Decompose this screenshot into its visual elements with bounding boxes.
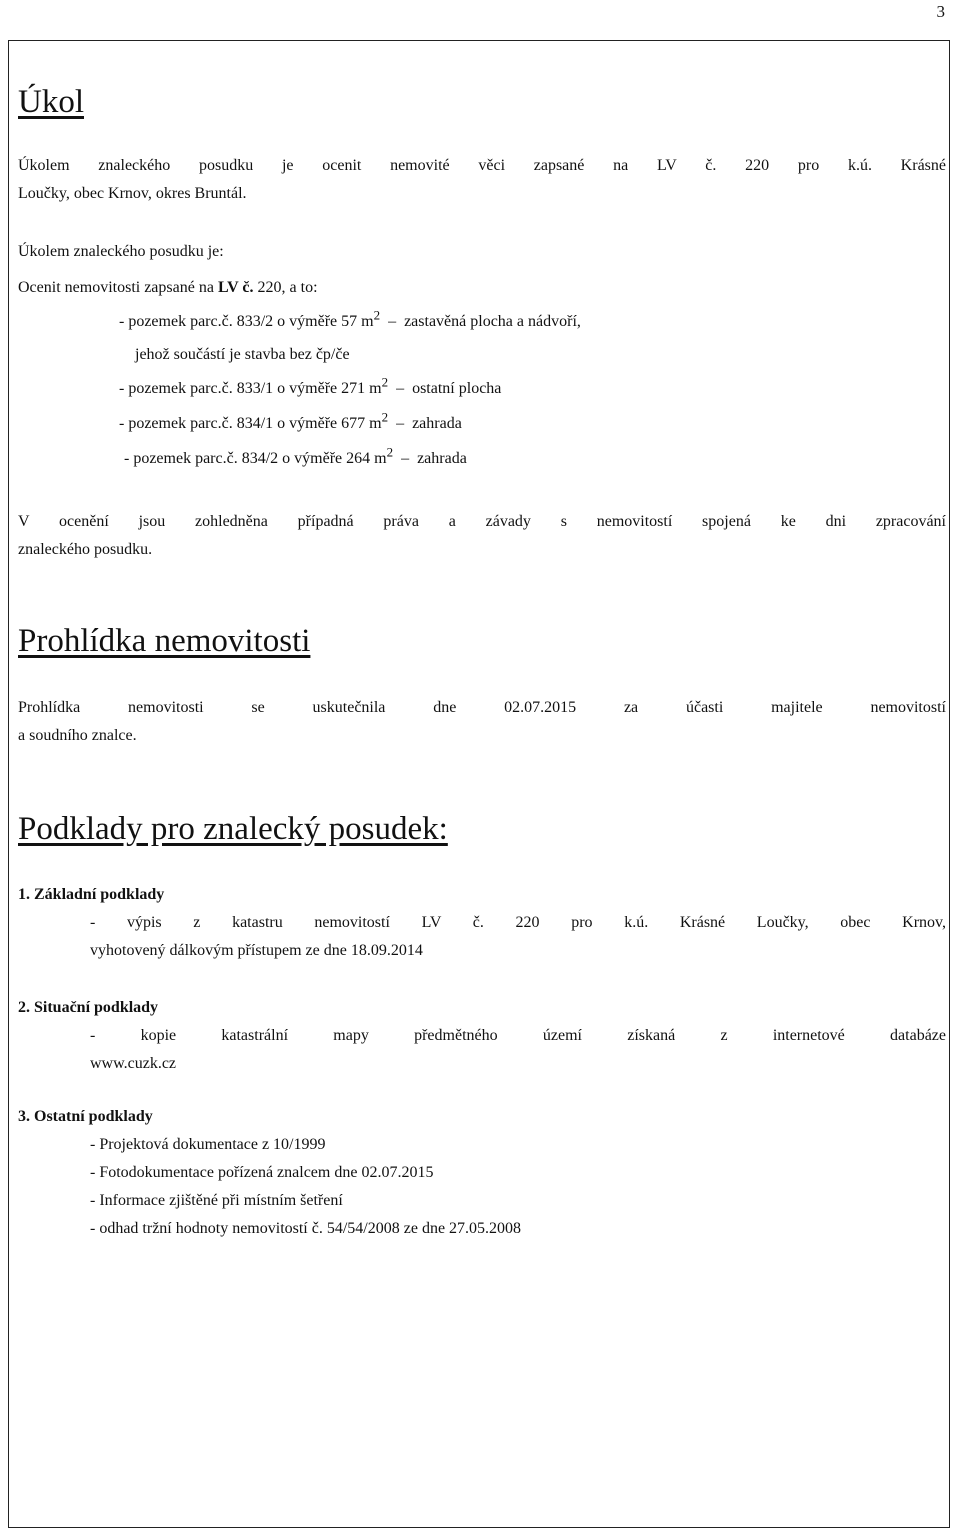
parcel-superscript: 2 <box>381 409 389 425</box>
parcel-text: - pozemek parc.č. 833/1 o výměře 271 m <box>119 380 382 397</box>
group-1-line-2: vyhotovený dálkovým přístupem ze dne 18.09.2014 <box>90 942 423 959</box>
group-1-line-1: - výpis z katastru nemovitostí LV č. 220 pro k.ú. Krásné Loučky, obec Krnov, <box>90 914 946 931</box>
heading-prohlidka: Prohlídka nemovitosti <box>18 623 311 659</box>
parcel-usage: ostatní plocha <box>412 380 502 397</box>
task-line-post: 220, a to: <box>253 279 318 296</box>
intro-line-2: Loučky, obec Krnov, okres Bruntál. <box>18 185 247 202</box>
inspection-line-1: Prohlídka nemovitosti se uskutečnila dne 02.07.2015 za účasti majitele nemovitostí <box>18 699 946 716</box>
task-line-bold: LV č. <box>217 279 254 296</box>
group-title-text: 2. Situační podklady <box>18 999 159 1016</box>
task-line-pre: Ocenit nemovitosti zapsané na <box>18 279 218 296</box>
valuation-line-1: V ocenění jsou zohledněna případná práva a závady s nemovitostí spojená ke dni zpracování <box>18 513 946 530</box>
heading-ukol: Úkol <box>18 84 84 120</box>
page-frame <box>8 40 950 1528</box>
parcel-item <box>119 409 462 433</box>
page-number: 3 <box>936 2 945 21</box>
parcel-dash: – <box>388 313 397 330</box>
parcel-usage: zastavěná plocha a nádvoří, <box>404 313 581 330</box>
group-title-1 <box>18 886 164 904</box>
group-title-2 <box>18 999 158 1017</box>
parcel-superscript: 2 <box>373 307 381 323</box>
parcel-item <box>119 374 502 398</box>
parcel-dash: – <box>396 380 405 397</box>
list-item: - Projektová dokumentace z 10/1999 <box>90 1136 326 1153</box>
group-title-text: 3. Ostatní podklady <box>18 1108 153 1125</box>
parcel-superscript: 2 <box>381 374 389 390</box>
parcel-dash: – <box>396 415 405 432</box>
parcel-superscript: 2 <box>386 444 394 460</box>
inspection-line-2: a soudního znalce. <box>18 727 137 744</box>
parcel-item <box>119 307 581 331</box>
parcel-text: - pozemek parc.č. 834/2 o výměře 264 m <box>124 450 387 467</box>
valuation-line-2: znaleckého posudku. <box>18 541 153 558</box>
parcel-usage: zahrada <box>412 415 462 432</box>
group-2-line-2: www.cuzk.cz <box>90 1055 177 1072</box>
parcel-text: - pozemek parc.č. 833/2 o výměře 57 m <box>119 313 374 330</box>
parcel-usage: zahrada <box>417 450 467 467</box>
parcel-text: - pozemek parc.č. 834/1 o výměře 677 m <box>119 415 382 432</box>
task-line <box>18 279 318 297</box>
list-item: - Fotodokumentace pořízená znalcem dne 02.07.2015 <box>90 1164 434 1181</box>
intro-line-1: Úkolem znaleckého posudku je ocenit nemovité věci zapsané na LV č. 220 pro k.ú. Krásné <box>18 157 946 174</box>
heading-podklady: Podklady pro znalecký posudek: <box>18 811 448 847</box>
parcel-item <box>124 444 467 468</box>
group-2-line-1: - kopie katastrální mapy předmětného území získaná z internetové databáze <box>90 1027 946 1044</box>
parcel-text: jehož součástí je stavba bez čp/če <box>135 346 350 363</box>
list-item: - odhad tržní hodnoty nemovitostí č. 54/54/2008 ze dne 27.05.2008 <box>90 1220 522 1237</box>
parcel-item <box>135 346 350 364</box>
list-item: - Informace zjištěné při místním šetření <box>90 1192 343 1209</box>
task-label: Úkolem znaleckého posudku je: <box>18 243 224 260</box>
group-title-3 <box>18 1108 153 1126</box>
group-title-text: 1. Základní podklady <box>18 886 165 903</box>
parcel-dash: – <box>401 450 410 467</box>
